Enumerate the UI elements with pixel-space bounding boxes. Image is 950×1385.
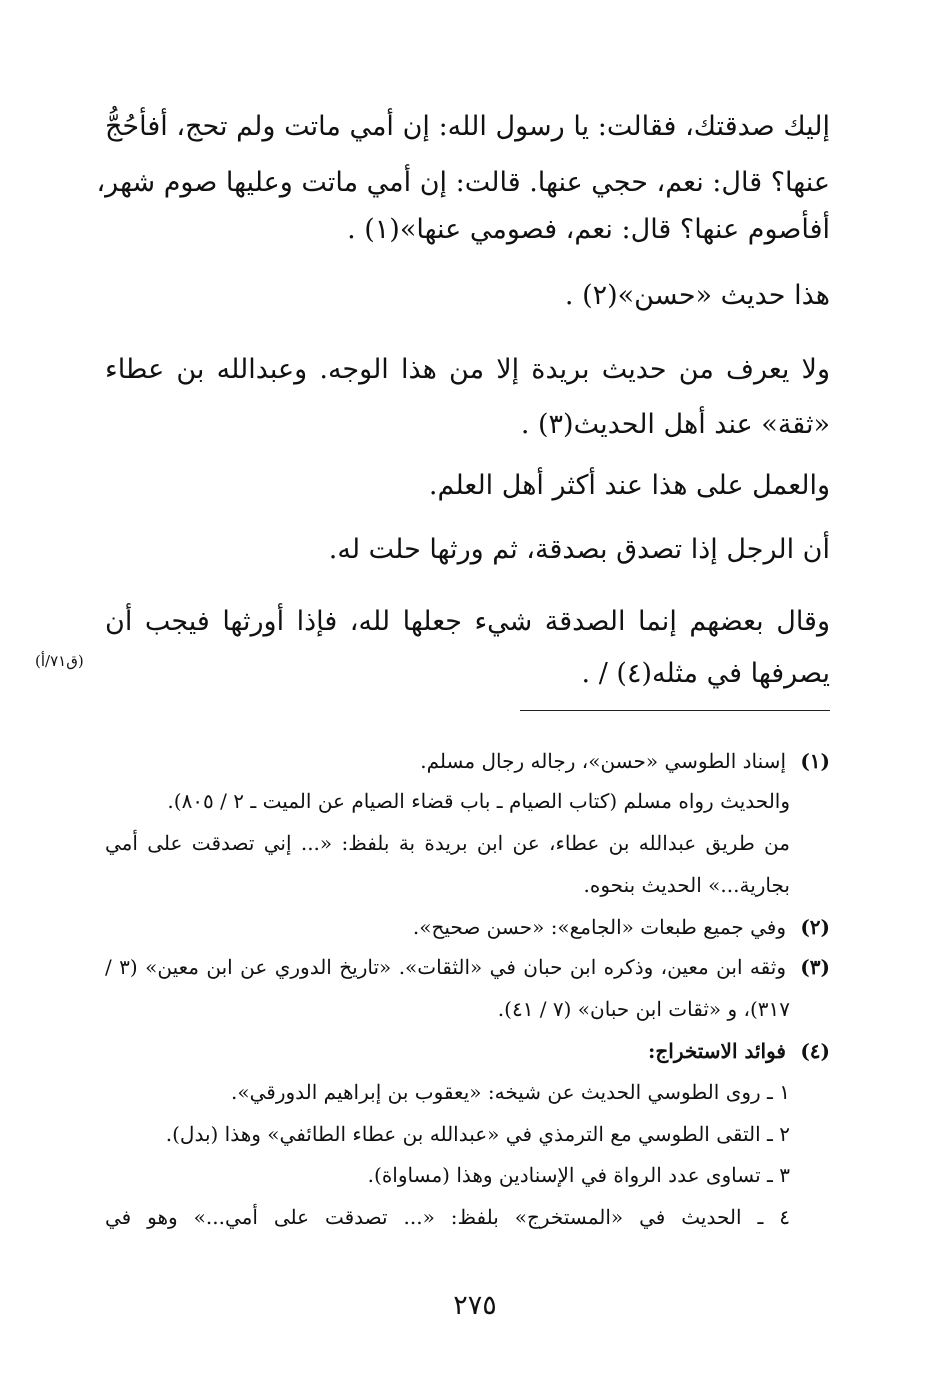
footnote-3 xyxy=(105,952,830,982)
footnote-number: (٢) xyxy=(800,915,830,939)
benefit-item: ٣ ـ تساوى عدد الرواة في الإسنادين وهذا (مساواة). xyxy=(367,1163,790,1187)
body-line: أفأصوم عنها؟ قال: نعم، فصومي عنها»(١) . xyxy=(347,214,830,245)
footnote-line: ٣١٧)، و «ثقات ابن حبان» (٧ / ٤١). xyxy=(497,997,790,1021)
body-line: ولا يعرف من حديث بريدة إلا من هذا الوجه. وعبدالله بن عطاء xyxy=(105,354,830,385)
benefit-item: ٢ ـ التقى الطوسي مع الترمذي في «عبدالله بن عطاء الطائفي» وهذا (بدل). xyxy=(165,1122,790,1146)
footnote-line: والحديث رواه مسلم (كتاب الصيام ـ باب قضاء الصيام عن الميت ـ ٢ / ٨٠٥). xyxy=(167,789,790,813)
body-line: «ثقة» عند أهل الحديث(٣) . xyxy=(520,409,830,440)
footnote-line: بجارية...» الحديث بنحوه. xyxy=(583,873,790,897)
body-line: يصرفها في مثله(٤) / . xyxy=(581,658,830,689)
footnote-text: وثقه ابن معين، وذكره ابن حبان في «الثقات». «تاريخ الدوري عن ابن معين» (٣ / xyxy=(105,955,786,979)
body-line: والعمل على هذا عند أكثر أهل العلم. xyxy=(428,470,830,501)
footnote-number: (٤) xyxy=(800,1039,830,1063)
footnote-4 xyxy=(648,1036,830,1066)
page-number: ٢٧٥ xyxy=(453,1290,497,1321)
body-line: عنها؟ قال: نعم، حجي عنها. قالت: إن أمي ماتت وعليها صوم شهر، xyxy=(96,167,830,198)
body-line: وقال بعضهم إنما الصدقة شيء جعلها لله، فإذا أورثها فيجب أن xyxy=(105,606,830,637)
body-line: أن الرجل إذا تصدق بصدقة، ثم ورثها حلت له. xyxy=(328,534,830,565)
manuscript-folio-reference: (ق٧١/أ) xyxy=(35,652,84,670)
body-line: هذا حديث «حسن»(٢) . xyxy=(564,280,830,311)
body-line: إليك صدقتك، فقالت: يا رسول الله: إن أمي ماتت ولم تحج، أفأحُجُّ xyxy=(105,111,830,142)
benefit-item: ١ ـ روى الطوسي الحديث عن شيخه: «يعقوب بن إبراهيم الدورقي». xyxy=(231,1080,790,1104)
footnote-number: (٣) xyxy=(800,955,830,979)
footnote-number: (١) xyxy=(800,749,830,773)
footnote-separator xyxy=(520,710,830,711)
footnote-text: وفي جميع طبعات «الجامع»: «حسن صحيح». xyxy=(412,915,786,939)
footnote-2 xyxy=(413,912,830,942)
footnote-line: من طريق عبدالله بن عطاء، عن ابن بريدة بة بلفظ: «... إني تصدقت على أمي xyxy=(105,831,790,855)
benefit-item: ٤ ـ الحديث في «المستخرج» بلفظ: «... تصدقت على أمي...» وهو في xyxy=(105,1205,790,1229)
footnote-1 xyxy=(420,746,830,776)
footnote-heading: فوائد الاستخراج: xyxy=(647,1039,786,1063)
footnote-text: إسناد الطوسي «حسن»، رجاله رجال مسلم. xyxy=(420,749,786,773)
